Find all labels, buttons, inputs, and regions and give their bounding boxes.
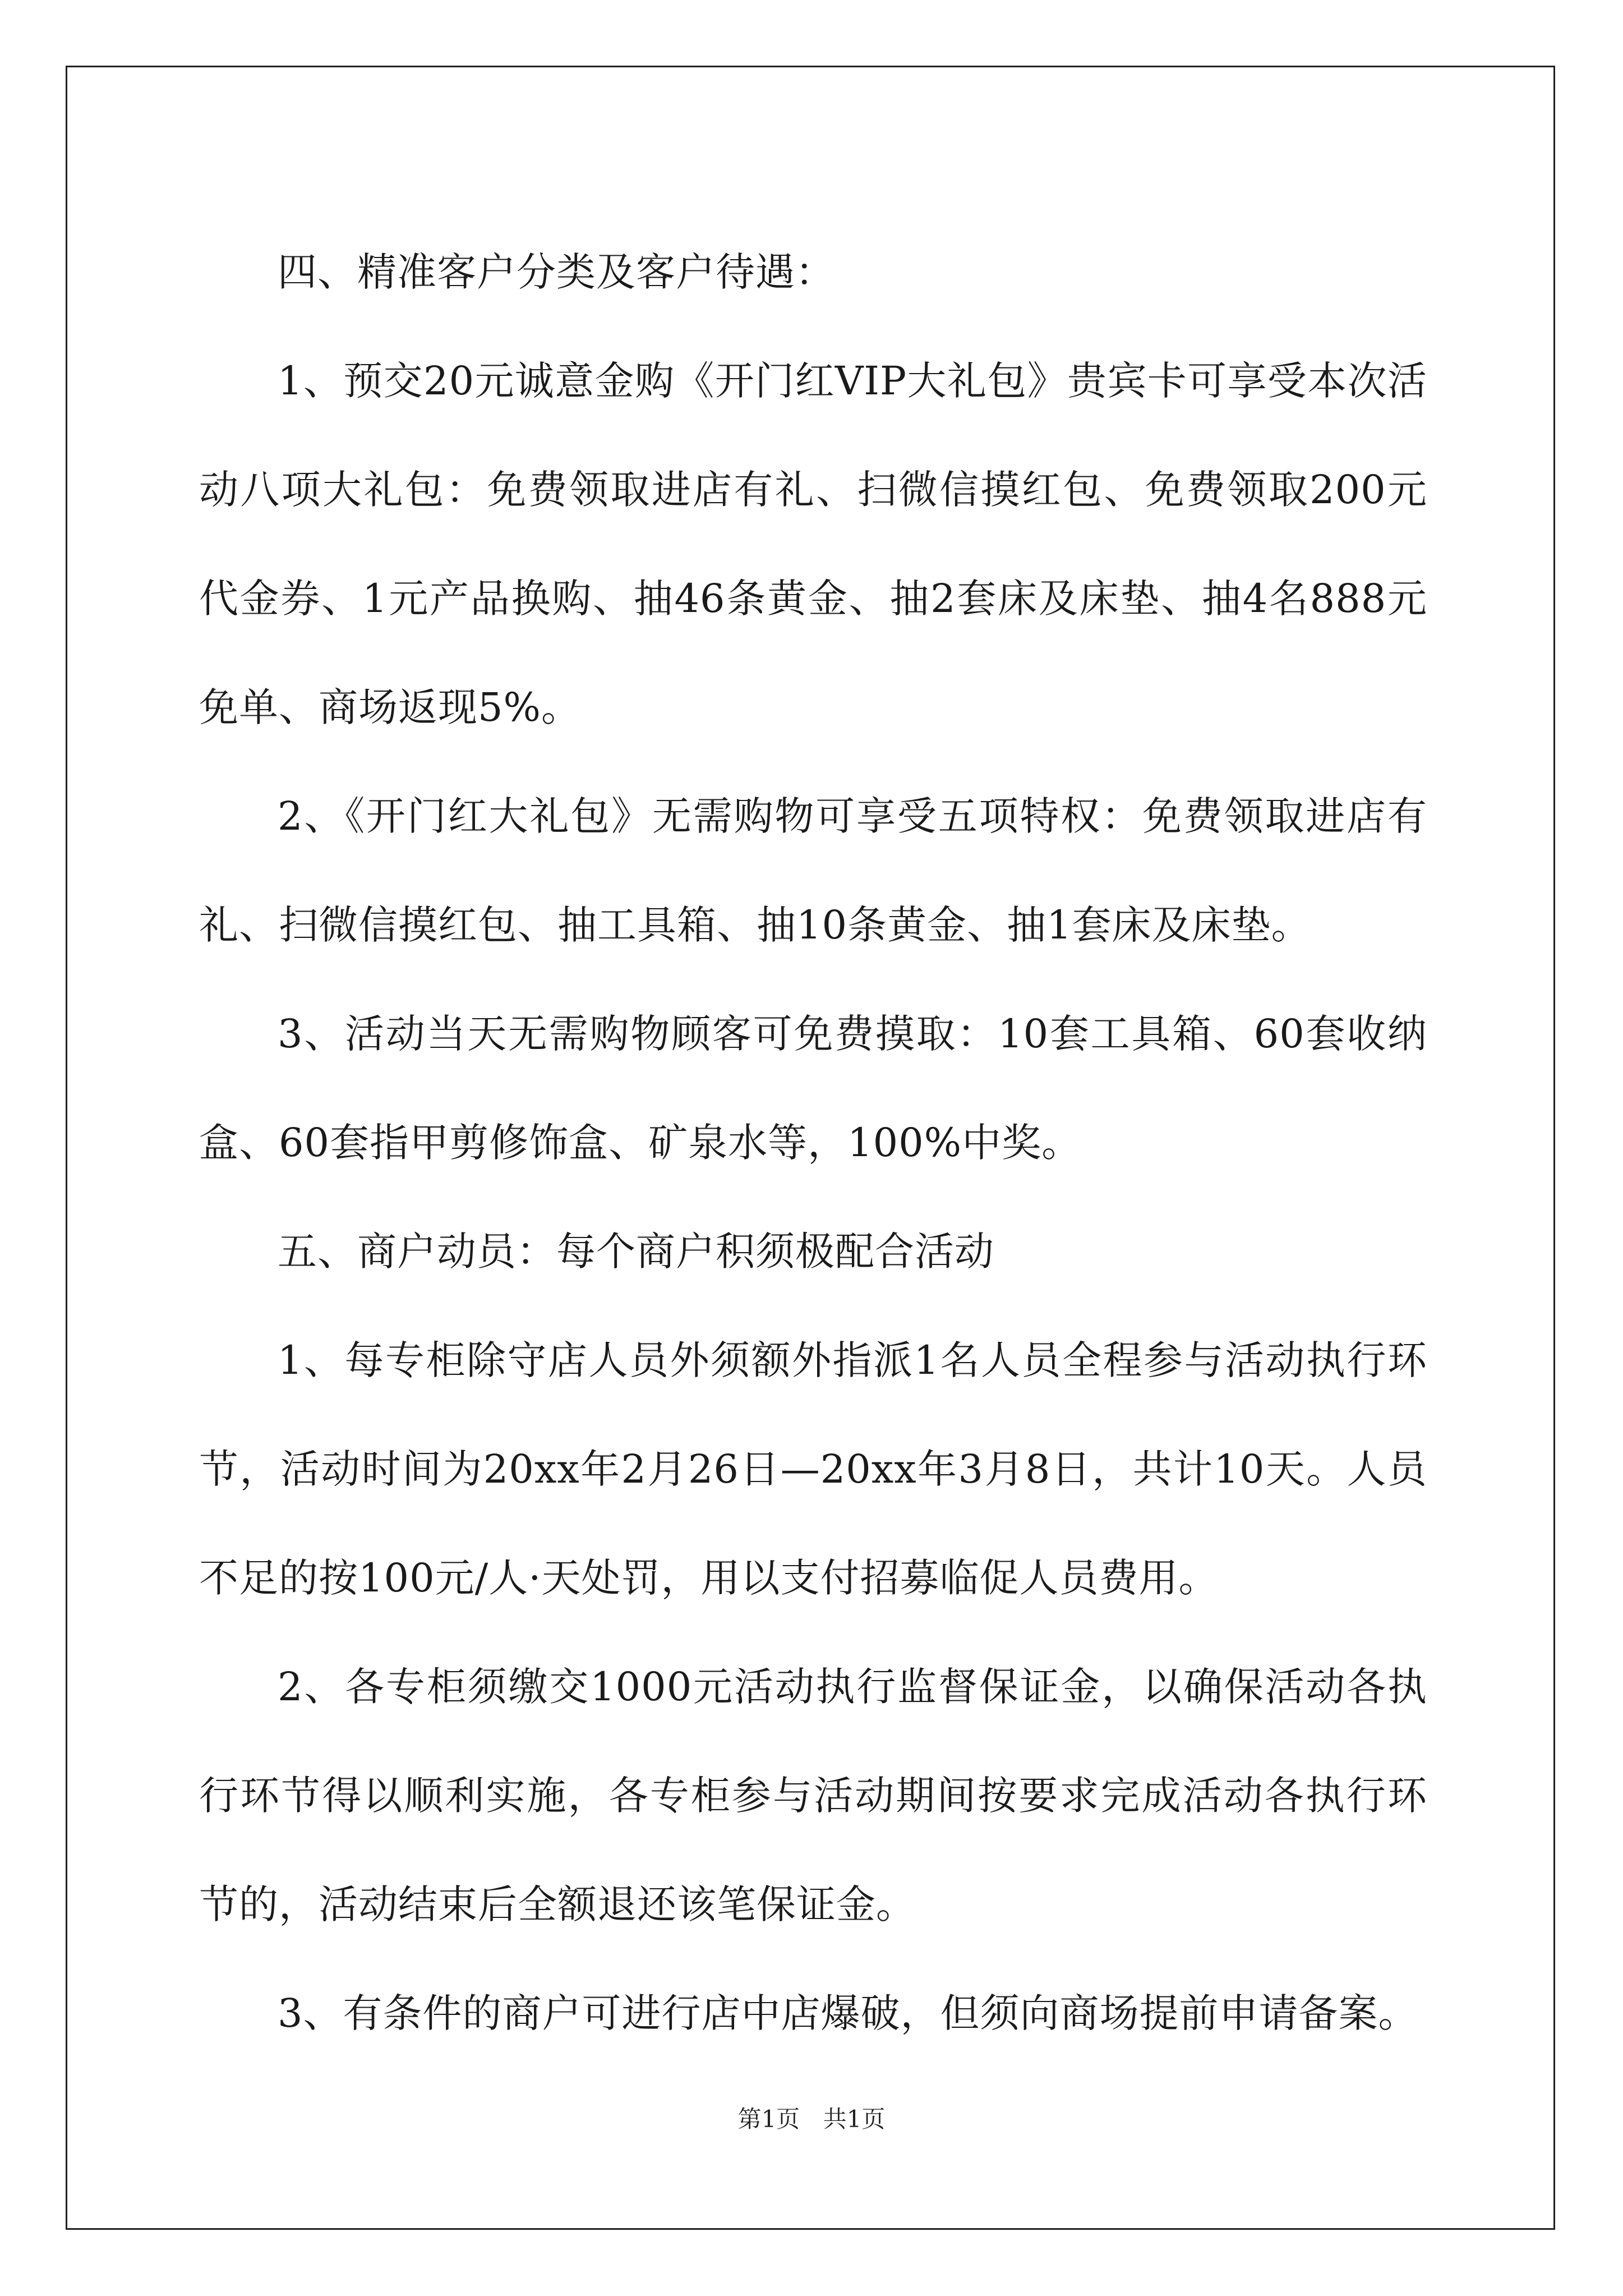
paragraph-vip-package: 1、预交20元诚意金购《开门红VIP大礼包》贵宾卡可享受本次活动八项大礼包：免费领取进店有礼、扫微信摸红包、免费领取200元代金券、1元产品换购、抽46条黄金、抽2套床及床垫、抽4名888元免单、商场返现5%。 [199,358,1427,730]
document-body [199,218,1427,2068]
paragraph-staff-assignment: 1、每专柜除守店人员外须额外指派1名人员全程参与活动执行环节，活动时间为20xx年2月26日—20xx年3月8日，共计10天。人员不足的按100元/人·天处罚，用以支付招募临促人员费用。 [199,1337,1427,1601]
section-heading-merchant-mobilization: 五、商户动员：每个商户积须极配合活动 [278,1228,994,1274]
section-heading-customer-classification: 四、精准客户分类及客户待遇： [278,249,835,295]
paragraph-free-draw: 3、活动当天无需购物顾客可免费摸取：10套工具箱、60套收纳盒、60套指甲剪修饰盒、矿泉水等，100%中奖。 [199,1011,1427,1166]
page-footer [0,2101,1623,2134]
paragraph-deposit: 2、各专柜须缴交1000元活动执行监督保证金，以确保活动各执行环节得以顺利实施，各专柜参与活动期间按要求完成活动各执行环节的，活动结束后全额退还该笔保证金。 [199,1664,1427,1927]
paragraph-gift-package: 2、《开门红大礼包》无需购物可享受五项特权：免费领取进店有礼、扫微信摸红包、抽工具箱、抽10条黄金、抽1套床及床垫。 [199,793,1427,948]
page-total: 共1页 [823,2105,886,2133]
paragraph-store-in-store: 3、有条件的商户可进行店中店爆破，但须向商场提前申请备案。 [278,1990,1418,2036]
page-number: 第1页 [737,2105,800,2133]
